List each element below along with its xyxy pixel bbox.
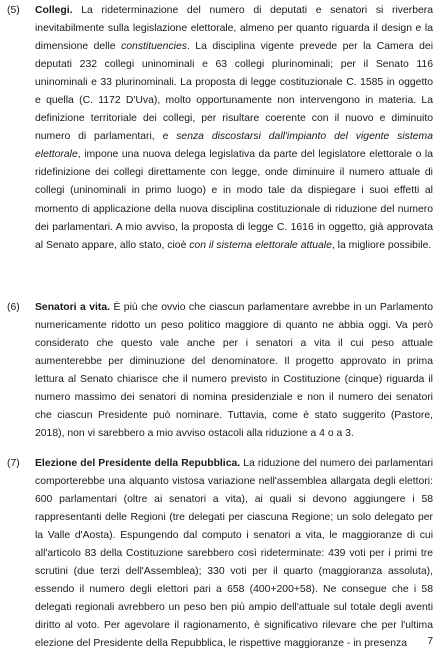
paragraph-text <box>35 455 433 654</box>
paragraph-heading: Senatori a vita. <box>35 302 110 313</box>
page-number: 7 <box>427 636 433 647</box>
text-run: , impone una nuova delega legislativa da parte del legislatore elettorale o la ridefinizione dei collegi direttamente con legge, onde diminuire il numero attuale di collegi (uninominali in primo luogo) e in modo tale da dispiegare i suoi effetti al momento di applicazione della nuova disciplina costituzionale di riduzione del numero dei parlamentari. A mio avviso, la proposta di legge C. 1616 in oggetto, già approvata al Senato appare, allo stato, cioè <box>35 149 433 251</box>
paragraph-senatori-a-vita <box>7 299 433 443</box>
italic-text-run: con il sistema elettorale attuale <box>189 239 332 251</box>
paragraph-heading: Collegi. <box>35 5 73 16</box>
paragraph-text <box>35 2 433 255</box>
paragraph-collegi <box>7 2 433 255</box>
paragraph-elezione-presidente <box>7 455 433 654</box>
text-run: È più che ovvio che ciascun parlamentare avrebbe in un Parlamento numericamente ridotto un peso politico maggiore di quanto ne abbia oggi. Va però considerato che questo vale anche per i senatori a vita il cui peso attuale aumenterebbe per diminuzione del denominatore. Il progetto approvato in prima lettura al Senato chiarisce che il numero previsto in Costituzione (cinque) riguarda il numero massimo dei senatori di nomina presidenziale e non il numero dei senatori che ciascun Presidente può nominare. Tuttavia, come è stato suggerito (Pastore, 2018), non vi sarebbero a mio avviso ostacoli alla riduzione a 4 o a 3. <box>35 302 434 440</box>
paragraph-heading: Elezione del Presidente della Repubblica. <box>35 458 241 469</box>
text-run: La riduzione del numero dei parlamentari comporterebbe una alquanto vistosa variazione nell'assemblea allargata degli elettori: 600 parlamentari (oltre ai senatori a vita), ai quali si devono aggiungere i 58 rappresentanti delle Regioni (tre delegati per ciascuna Regione; un solo delegato per la Valle d'Aosta). Espungendo dal computo i senatori a vita, le maggioranze di cui all'articolo 83 della Costituzione sarebbero così rideterminate: 439 voti per i primi tre scrutini (due terzi dell'Assemblea); 330 voti per il quarto (maggioranza assoluta), essendo il numero degli elettori pari a 658 (400+200+58). Ne consegue che i 58 delegati regionali avrebbero un peso ben più ampio dell'attuale sul totale degli aventi diritto al voto. Per agevolare il ragionamento, è significativo rilevare che per l'ultima elezione del Presidente della Repubblica, le rispettive maggioranze - in presenza <box>35 458 433 650</box>
text-run: , la migliore possibile. <box>331 239 432 251</box>
italic-text-run: senza discostarsi dall'impianto del vigente sistema elettorale <box>35 131 433 161</box>
text-run: La rideterminazione del numero di deputati e senatori si riverbera inevitabilmente sulla legislazione elettorale, almeno per quanto riguarda il design e la dimensione delle <box>35 5 433 53</box>
italic-text-run: constituencies <box>121 41 187 53</box>
item-number: (6) <box>7 302 20 313</box>
paragraph-text <box>35 299 433 443</box>
item-number: (5) <box>7 5 20 16</box>
item-number: (7) <box>7 458 20 469</box>
text-run: . La disciplina vigente prevede per la Camera dei deputati 232 collegi uninominali e 63 collegi plurinominali; per il Senato 116 uninominali e 33 plurinominali. La proposta di legge costituzionale C. 1585 in oggetto e quella (C. 1172 D'Uva), molto opportunamente non intervengono in materia. La definizione territoriale dei collegi, per risultare coerente con il nuovo e diminuito numero di parlamentari, e <box>35 41 433 143</box>
